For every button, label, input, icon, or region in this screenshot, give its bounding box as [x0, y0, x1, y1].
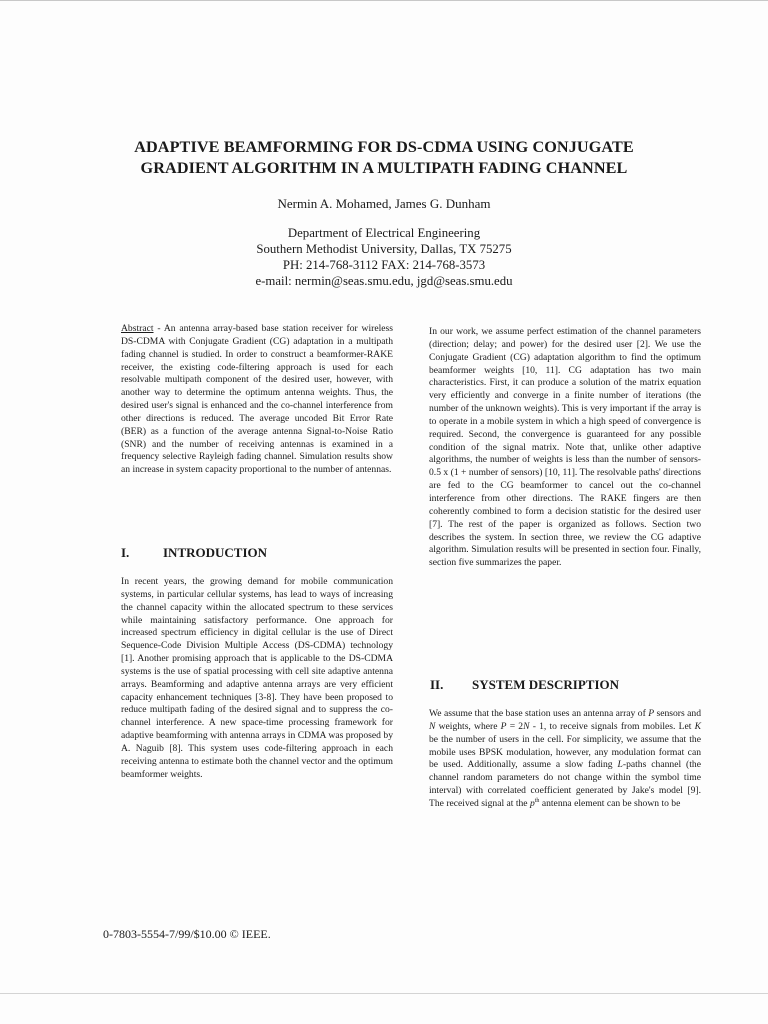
superscript-th: th — [534, 797, 540, 804]
affiliation-block — [110, 225, 658, 289]
symbol-N: N — [429, 720, 436, 732]
abstract-text: - An antenna array-based base station receiver for wireless DS-CDMA with Conjugate Gradient (CG) adaptation in a multipath fading channel is studied. In order to construct a beamformer-RAKE receiver, the existing code-filtering approach is used for each resolvable multipath component of the desired user, however, with another way to determine the optimum antenna weights. Thus, the desired user's signal is enhanced and the co-channel interference from other directions is reduced. The average uncoded Bit Error Rate (BER) as a function of the average antenna Signal-to-Noise Ratio (SNR) and the number of receiving antennas is examined in a frequency selective Rayleigh fading channel. Simulation results show an increase in system capacity proportional to the number of antennas. — [121, 323, 393, 476]
our-work-paragraph: In our work, we assume perfect estimation of the channel parameters (direction; delay; and power) for the desired user [2]. We use the Conjugate Gradient (CG) adaptation algorithm to find the optimum beamformer weights [10, 11]. CG adaptation has two main characteristics. First, it can produce a solution of the matrix equation very efficiently and converge in a finite number of iterations (the number of the unknown weights). This is very important if the array is to operate in a mobile system in which a high speed of convergence is required. Second, the convergence is guaranteed for any possible condition of the signal matrix. Note that, unlike other adaptive algorithms, the number of weights is less than the number of sensors-0.5 x (1 + number of sensors) [10, 11]. The resolvable paths' directions are fed to the CG beamformer to cancel out the co-channel interference from other directions. The RAKE fingers are then coherently combined to form a decision statistic for the desired user [7]. The rest of the paper is organized as follows. Section two describes the system. In section three, we review the CG adaptive algorithm. Simulation results will be presented in section four. Finally, section five summarizes the paper. — [429, 326, 701, 569]
symbol-N: N — [523, 720, 530, 732]
author-list: Nermin A. Mohamed, James G. Dunham — [277, 196, 491, 211]
section-title: INTRODUCTION — [163, 545, 268, 560]
section-number: I. — [121, 545, 130, 560]
symbol-P: P — [648, 708, 655, 719]
section-heading-system-description — [430, 677, 619, 693]
affiliation-email: e-mail: nermin@seas.smu.edu, jgd@seas.smu.edu — [255, 274, 513, 288]
affiliation-university: Southern Methodist University, Dallas, TX 75275 — [256, 242, 512, 256]
bottom-edge-rule — [0, 993, 768, 994]
affiliation-department: Department of Electrical Engineering — [287, 226, 481, 240]
abstract-block — [121, 323, 393, 477]
section-title: SYSTEM DESCRIPTION — [472, 677, 620, 692]
introduction-paragraph: In recent years, the growing demand for mobile communication systems, in particular cellular systems, has lead to ways of increasing the channel capacity within the allocated spectrum to these services while maintaining satisfactory performance. One approach for increased spectrum efficiency in digital cellular is the use of Direct Sequence-Code Division Multiple Access (DS-CDMA) technology [1]. Another promising approach that is applicable to the DS-CDMA systems is the use of spatial processing with cell site adaptive antenna arrays. Beamforming and adaptive antenna arrays are very efficient capacity enhancement techniques [3-8]. They have been proposed to reduce multipath fading of the desired signal and to suppress the co-channel interference. A new space-time processing framework for adaptive beamforming with antenna arrays in CDMA was proposed by A. Naguib [8]. This system uses code-filtering approach in each receiving antenna to estimate both the channel vector and the optimum beamformer weights. — [121, 576, 393, 780]
symbol-p: p — [529, 797, 535, 809]
symbol-P: P — [500, 720, 507, 732]
system-description-paragraph: We assume that the base station uses an antenna array of P sensors and N weights, where P = 2N - 1, to receive signals from mobiles. Let K be the number of users in the cell. For simplicity, we assume that the mobile uses BPSK modulation, however, any modulation format can be used. Additionally, assume a slow fading L-paths channel (the channel random parameters do not change within the symbol time interval) with correlated coefficient generated by Jake's model [9]. The received signal at the $p^{th}$ antenna element can be shown to be — [429, 708, 701, 809]
title-line-2: GRADIENT ALGORITHM IN A MULTIPATH FADING CHANNEL — [140, 159, 628, 177]
symbol-L: L — [617, 759, 623, 771]
abstract-paragraph — [121, 323, 393, 477]
introduction-body — [121, 576, 393, 782]
title-line-1: ADAPTIVE BEAMFORMING FOR DS-CDMA USING CONJUGATE — [134, 138, 634, 156]
section-number: II. — [430, 677, 444, 692]
paper-title — [110, 137, 658, 179]
system-description-body — [429, 708, 701, 811]
top-edge-rule — [0, 0, 768, 1]
copyright-footer: 0-7803-5554-7/99/$10.00 © IEEE. — [103, 927, 271, 941]
section-heading-introduction — [121, 545, 267, 561]
symbol-K: K — [694, 720, 701, 732]
affiliation-phone: PH: 214-768-3112 FAX: 214-768-3573 — [282, 258, 486, 272]
intro-continuation-body — [429, 326, 701, 570]
abstract-label: Abstract — [121, 323, 154, 334]
